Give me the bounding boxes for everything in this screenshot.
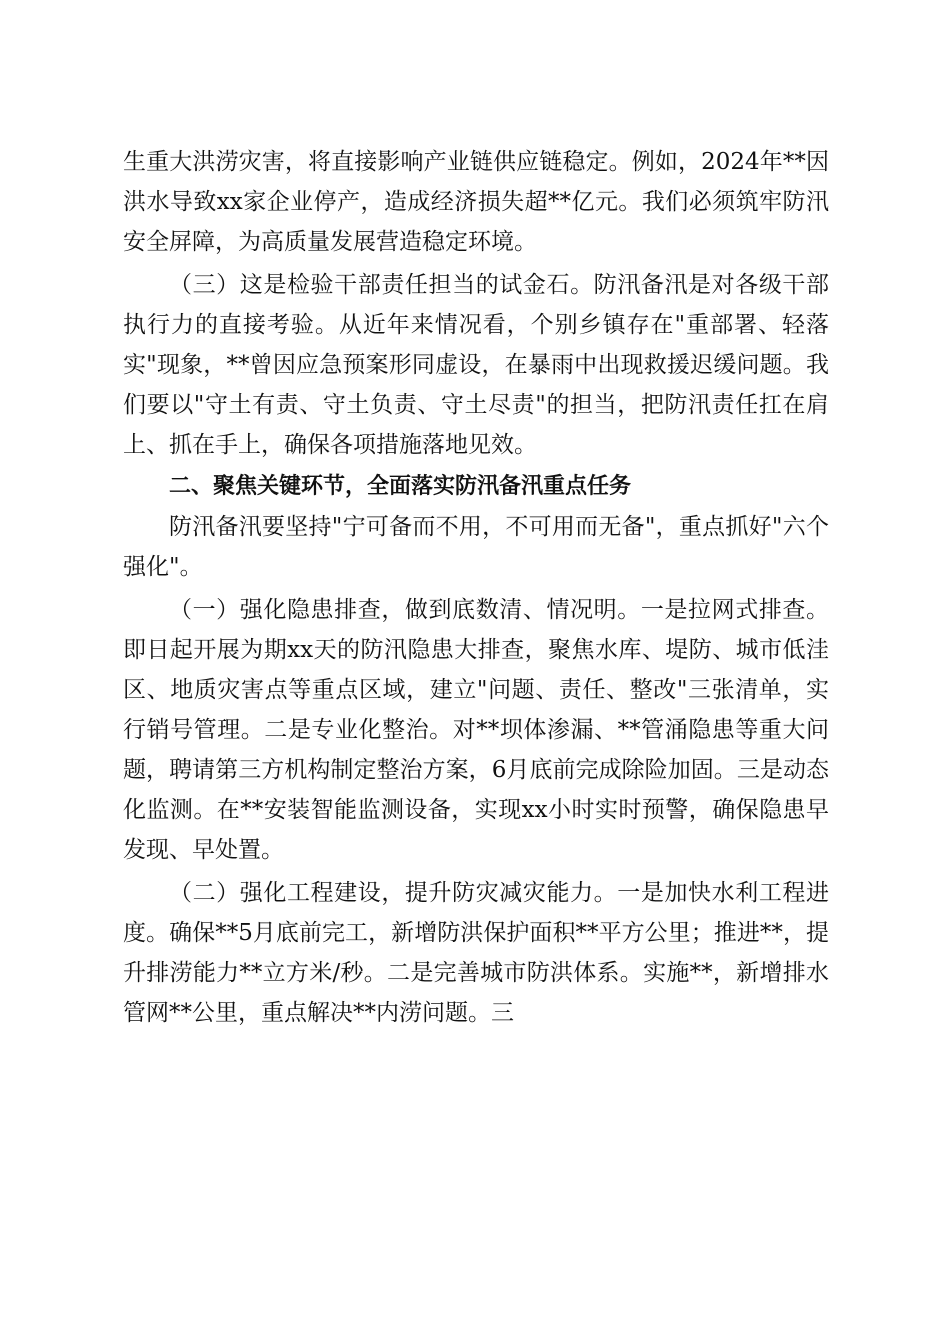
paragraph-cadre-responsibility: （三）这是检验干部责任担当的试金石。防汛备汛是对各级干部执行力的直接考验。从近年来情况看，个别乡镇存在"重部署、轻落实"现象，**曾因应急预案形同虚设，在暴雨中出现救援迟缓问题。我们要以"守土有责、守土负责、守土尽责"的担当，把防汛责任扛在肩上、抓在手上，确保各项措施落地见效。 — [123, 272, 829, 458]
document-page — [123, 142, 829, 1033]
section-heading-2: 二、聚焦关键环节，全面落实防汛备汛重点任务 — [169, 474, 632, 499]
paragraph-engineering-construction: （二）强化工程建设，提升防灾减灾能力。一是加快水利工程进度。确保**5月底前完工，新增防洪保护面积**平方公里；推进**，提升排涝能力**立方米/秒。二是完善城市防洪体系。实施**，新增排水管网**公里，重点解决**内涝问题。三 — [123, 880, 829, 1026]
paragraph-six-strengthenings-intro: 防汛备汛要坚持"宁可备而不用，不可用而无备"，重点抓好"六个强化"。 — [123, 514, 829, 580]
paragraph-hazard-inspection: （一）强化隐患排查，做到底数清、情况明。一是拉网式排查。即日起开展为期xx天的防汛隐患大排查，聚焦水库、堤防、城市低洼区、地质灾害点等重点区域，建立"问题、责任、整改"三张清单，实行销号管理。二是专业化整治。对**坝体渗漏、**管涌隐患等重大问题，聘请第三方机构制定整治方案，6月底前完成除险加固。三是动态化监测。在**安装智能监测设备，实现xx小时实时预警，确保隐患早发现、早处置。 — [123, 597, 829, 863]
paragraph-economic-impact: 生重大洪涝灾害，将直接影响产业链供应链稳定。例如，2024年**因洪水导致xx家企业停产，造成经济损失超**亿元。我们必须筑牢防汛安全屏障，为高质量发展营造稳定环境。 — [123, 149, 829, 255]
